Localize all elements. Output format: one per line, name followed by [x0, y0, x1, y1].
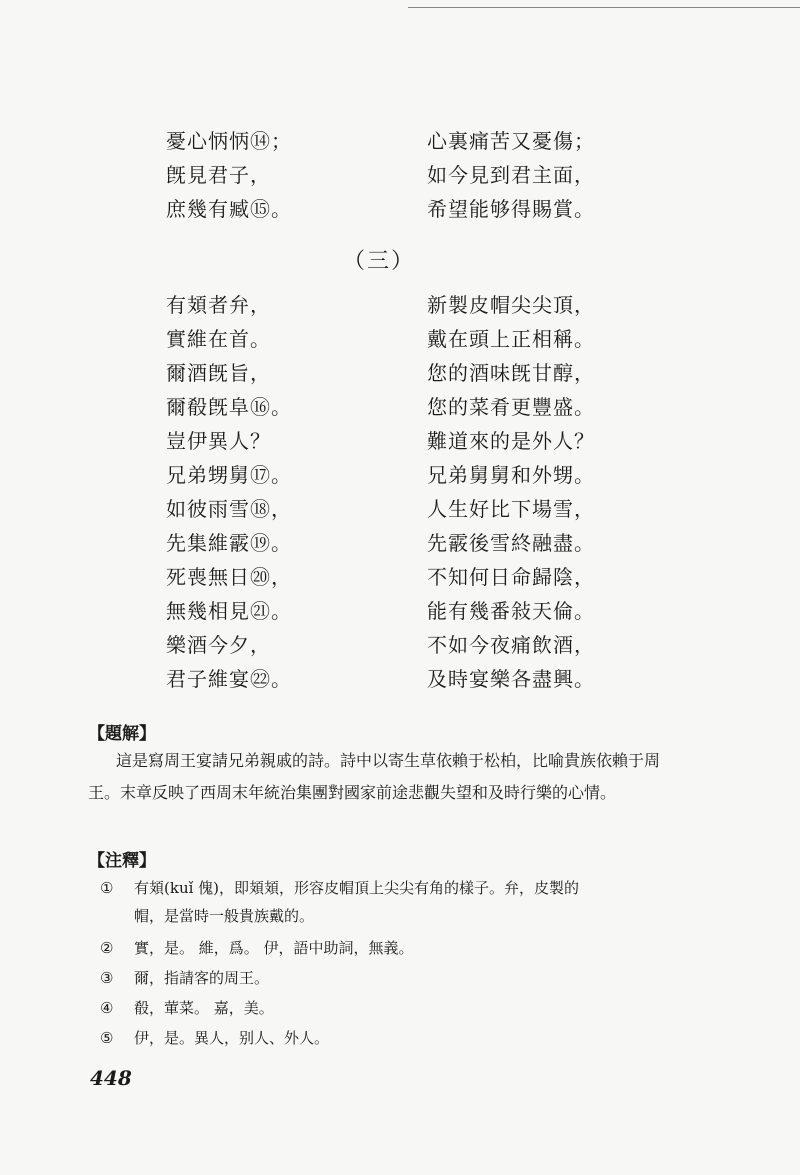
- note-text: 伊，是。異人，别人、外人。: [134, 1029, 330, 1047]
- poem-line-original: 死喪無日⑳，: [166, 565, 292, 589]
- poem-line-translation: 新製皮帽尖尖頂，: [427, 293, 595, 317]
- note-text: 爾，指請客的周王。: [134, 969, 270, 987]
- poem-line-original: 無幾相見㉑。: [166, 599, 292, 623]
- note-item: [100, 876, 660, 932]
- poem-line-original: 先集維霰⑲。: [166, 531, 292, 555]
- poem-line-translation: 您的菜肴更豐盛。: [427, 395, 595, 419]
- poem-line-translation: 希望能够得賜賞。: [427, 197, 595, 221]
- explanation-body: 這是寫周王宴請兄弟親戚的詩。詩中以寄生草依賴于松柏，比喻貴族依賴于周王。末章反映了西周末年統治集團對國家前途悲觀失望和及時行樂的心情。: [88, 751, 661, 802]
- note-number: ④: [100, 999, 114, 1017]
- note-number: ⑤: [100, 1029, 114, 1047]
- explanation-text: [88, 745, 660, 809]
- poem-line-translation: 您的酒味旣甘醇，: [427, 361, 595, 385]
- poem-line-original: 庶幾有臧⑮。: [166, 197, 292, 221]
- note-item: [100, 936, 660, 960]
- explanation-heading: 【題解】: [88, 724, 156, 744]
- poem-line-translation: 兄弟舅舅和外甥。: [427, 463, 595, 487]
- note-text: 帽，是當時一般貴族戴的。: [134, 907, 315, 925]
- poem-line-original: 旣見君子，: [166, 163, 271, 187]
- poem-line-translation: 難道來的是外人？: [427, 429, 595, 453]
- note-item: [100, 996, 660, 1020]
- poem-line-original: 有頍者弁，: [166, 293, 271, 317]
- poem-line-translation: 能有幾番敍天倫。: [427, 599, 595, 623]
- note-number: ③: [100, 969, 114, 987]
- poem-line-original: 爾酒旣旨，: [166, 361, 271, 385]
- poem-line-translation: 心裏痛苦又憂傷；: [427, 129, 595, 153]
- poem-line-original: 實維在首。: [166, 327, 271, 351]
- poem-line-translation: 如今見到君主面，: [427, 163, 595, 187]
- poem-line-translation: 不如今夜痛飲酒，: [427, 633, 595, 657]
- poem-line-original: 君子維宴㉒。: [166, 667, 292, 691]
- note-number: ②: [100, 939, 114, 957]
- note-text: 殽，葷菜。 嘉，美。: [134, 999, 274, 1017]
- poem-line-translation: 人生好比下場雪，: [427, 497, 595, 521]
- poem-line-original: 兄弟甥舅⑰。: [166, 463, 292, 487]
- notes-heading: 【注釋】: [88, 851, 156, 871]
- poem-line-translation: 及時宴樂各盡興。: [427, 667, 595, 691]
- poem-line-translation: 先霰後雪終融盡。: [427, 531, 595, 555]
- note-item: [100, 966, 660, 990]
- note-text: 實，是。 維，爲。 伊，語中助詞，無義。: [134, 939, 414, 957]
- note-text: 有頍(kuǐ 傀)，即頍頍，形容皮帽頂上尖尖有角的樣子。弁，皮製的: [134, 879, 580, 897]
- page-number: 448: [90, 1066, 132, 1090]
- poem-line-original: 如彼雨雪⑱，: [166, 497, 292, 521]
- note-number: ①: [100, 879, 114, 897]
- top-rule: [408, 7, 800, 8]
- poem-line-original: 爾殽旣阜⑯。: [166, 395, 292, 419]
- stanza-title: （三）: [343, 249, 416, 274]
- poem-line-original: 豈伊異人？: [166, 429, 271, 453]
- poem-line-translation: 不知何日命歸陰，: [427, 565, 595, 589]
- note-item: [100, 1026, 660, 1050]
- poem-line-translation: 戴在頭上正相稱。: [427, 327, 595, 351]
- poem-line-original: 樂酒今夕，: [166, 633, 271, 657]
- poem-line-original: 憂心怲怲⑭；: [166, 129, 292, 153]
